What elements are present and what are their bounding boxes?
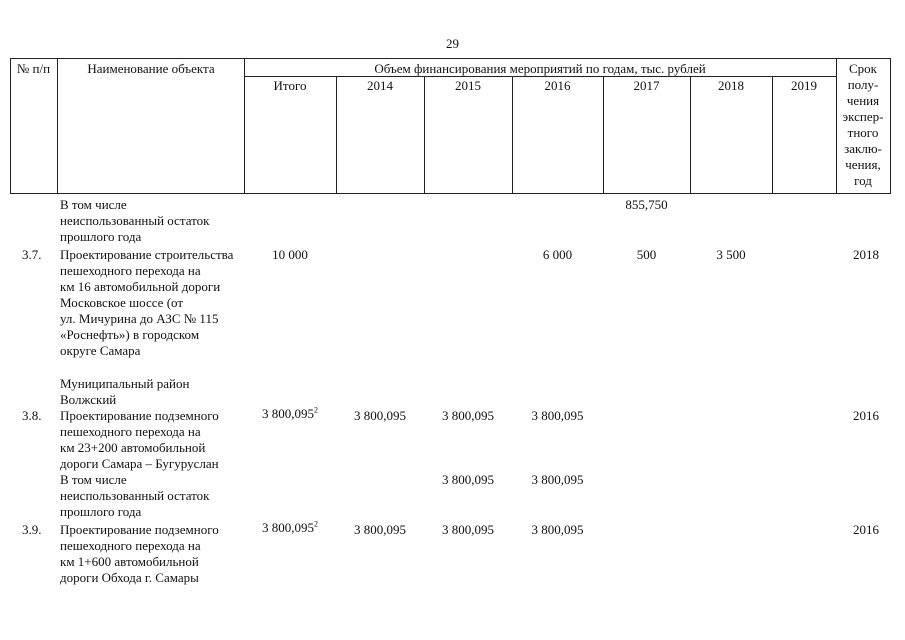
row-3-8-2015: 3 800,095 xyxy=(442,408,494,423)
row-3-8-num: 3.8. xyxy=(22,408,42,423)
header-top-border xyxy=(10,58,890,59)
header-funding: Объем финансирования мероприятий по годам, тыс. рублей xyxy=(374,61,706,76)
row-3-9-num: 3.9. xyxy=(22,522,42,537)
row-3-7-num: 3.7. xyxy=(22,247,42,262)
row-note-2017: 855,750 xyxy=(625,197,668,212)
header-deadline: Срок полу- чения экспер- тного заклю- чения, год xyxy=(842,61,884,188)
row-3-8-name: Проектирование подземного пешеходного перехода на км 23+200 автомобильной дороги Самара – Бугуруслан xyxy=(60,408,219,471)
row-note2-name: В том числе неиспользованный остаток прошлого года xyxy=(60,472,210,519)
header-bottom-border xyxy=(10,193,890,194)
row-3-9-total: 3 800,095$^2$ xyxy=(262,519,318,535)
col-divider xyxy=(10,58,11,194)
row-note2-2015: 3 800,095 xyxy=(442,472,494,487)
header-2014: 2014 xyxy=(367,78,393,93)
row-3-7-2016: 6 000 xyxy=(542,247,573,262)
header-2017: 2017 xyxy=(633,78,660,93)
row-3-7-deadline: 2018 xyxy=(853,247,879,262)
row-3-9-name: Проектирование подземного пешеходного перехода на км 1+600 автомобильной дороги Обхода г. Самары xyxy=(60,522,219,585)
row-3-8-total: 3 800,095$^2$ xyxy=(262,405,318,421)
col-divider xyxy=(57,58,58,194)
col-divider xyxy=(890,58,891,194)
page-number: 29 xyxy=(446,36,459,51)
row-3-8-2016: 3 800,095 xyxy=(531,408,584,423)
header-num: № п/п xyxy=(16,61,51,76)
header-total: Итого xyxy=(273,78,307,93)
row-3-8-deadline: 2016 xyxy=(853,408,879,423)
row-3-7-total: 10 000 xyxy=(272,247,308,262)
header-2016: 2016 xyxy=(544,78,571,93)
row-3-9-2016: 3 800,095 xyxy=(531,522,584,537)
row-note-name: В том числе неиспользованный остаток прошлого года xyxy=(60,197,210,244)
row-note2-2016: 3 800,095 xyxy=(531,472,584,487)
row-3-8-2014: 3 800,095 xyxy=(354,408,406,423)
row-3-7-2017: 500 xyxy=(636,247,657,262)
row-3-7-name: Проектирование строительства пешеходного перехода на км 16 автомобильной дороги Московское шоссе (от ул. Мичурина до АЗС № 115 «Роснефть») в городском округе Самара xyxy=(60,247,234,358)
row-3-9-2014: 3 800,095 xyxy=(354,522,406,537)
header-name: Наименование объекта xyxy=(87,61,215,76)
header-2015: 2015 xyxy=(455,78,481,93)
row-3-9-deadline: 2016 xyxy=(853,522,879,537)
row-3-9-2015: 3 800,095 xyxy=(442,522,494,537)
header-2018: 2018 xyxy=(718,78,744,93)
district-heading: Муниципальный район Волжский xyxy=(60,376,190,407)
row-3-7-2018: 3 500 xyxy=(716,247,746,262)
header-2019: 2019 xyxy=(791,78,817,93)
